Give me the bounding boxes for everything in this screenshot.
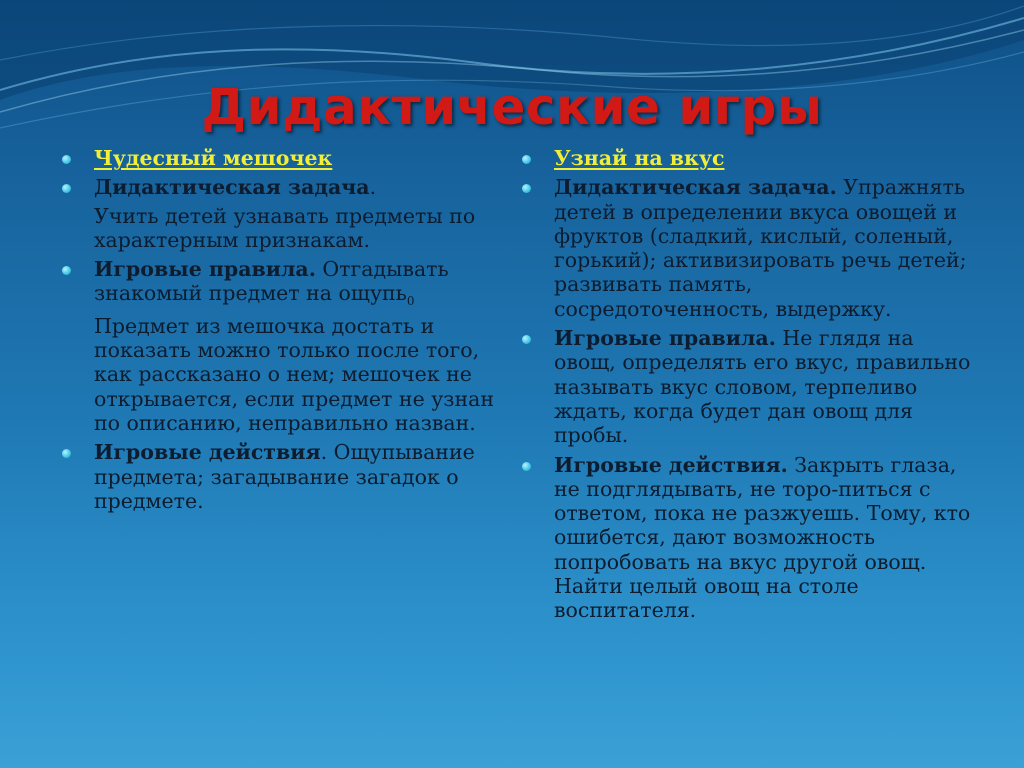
- list-item: [62, 146, 502, 170]
- task-text: Упражнять детей в определении вкуса овощей и фруктов (сладкий, кислый, соленый, горький); активизировать речь детей; развивать память, сосредоточенность, выдержку.: [554, 175, 967, 321]
- rules-text-2: Предмет из мешочка достать и показать можно только после того, как рассказано о нем; мешочек не открывается, если предмет не узнан по описанию, неправильно назван.: [94, 313, 495, 436]
- list-item: [522, 326, 972, 447]
- list-item: [62, 440, 502, 513]
- rules-label: Игровые правила.: [554, 326, 776, 351]
- bullet-icon: [522, 462, 531, 471]
- bullet-icon: [62, 449, 71, 458]
- slide-title: Дидактические игры: [201, 78, 823, 136]
- task-label: Дидактическая задача: [94, 175, 370, 200]
- bullet-icon: [522, 184, 531, 193]
- task-label-punct: .: [369, 175, 377, 200]
- task-text: Учить детей узнавать предметы по характерным признакам.: [94, 203, 476, 252]
- list-item: [62, 175, 502, 199]
- rules-text: Не глядя на овощ, определять его вкус, правильно называть вкус словом, терпеливо ждать, когда будет дан овощ для пробы.: [554, 326, 971, 448]
- bullet-icon: [522, 155, 531, 164]
- list-item: [522, 175, 972, 321]
- game-title-left: Чудесный мешочек: [94, 146, 333, 170]
- list-item: [62, 257, 502, 435]
- actions-text: Закрыть глаза, не подглядывать, не торо-питься с ответом, пока не разжуешь. Тому, кто ошибется, дают возможность попробовать на вкус другой овощ. Найти целый овощ на столе воспитателя.: [554, 452, 971, 623]
- left-column: [62, 146, 502, 518]
- bullet-icon: [62, 184, 71, 193]
- rules-label: Игровые правила.: [94, 257, 316, 282]
- bullet-icon: [62, 155, 71, 164]
- rules-subscript: 0: [406, 294, 415, 309]
- actions-label: Игровые действия.: [554, 452, 788, 477]
- bullet-icon: [62, 266, 71, 275]
- task-label: Дидактическая задача.: [554, 175, 837, 200]
- actions-text: . Ощупывание предмета; загадывание загадок о предмете.: [94, 440, 475, 513]
- actions-label: Игровые действия: [94, 440, 321, 465]
- list-item: [522, 453, 972, 623]
- rules-text: Отгадывать знакомый предмет на ощупь: [94, 257, 449, 306]
- list-item: [522, 146, 972, 170]
- right-column: [522, 146, 972, 628]
- game-title-right: Узнай на вкус: [554, 146, 725, 170]
- bullet-icon: [522, 335, 531, 344]
